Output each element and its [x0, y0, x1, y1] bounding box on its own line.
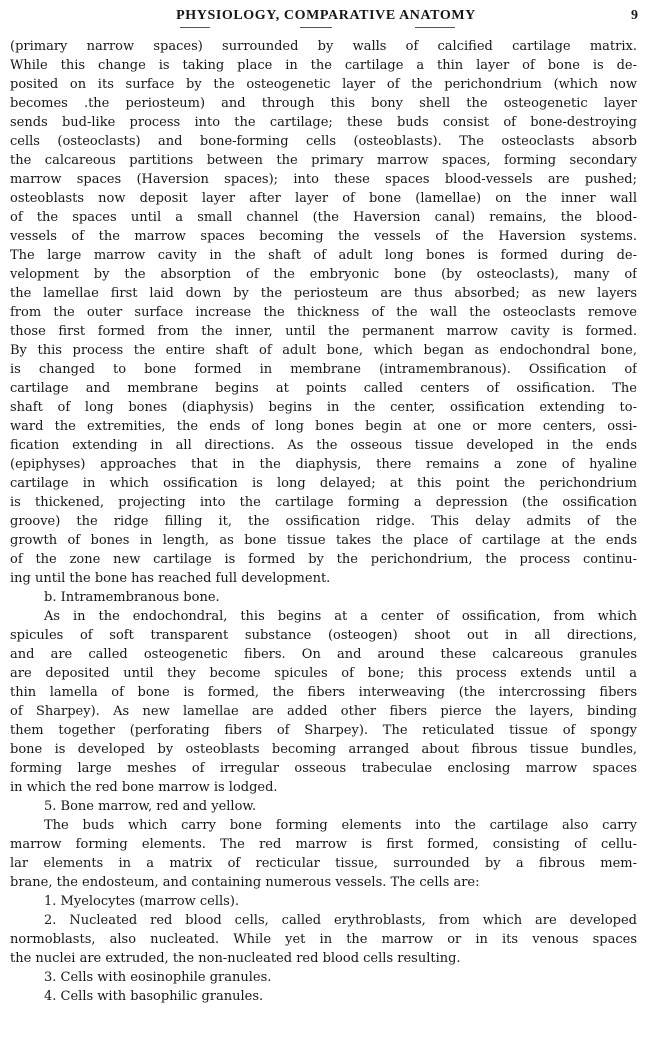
- page-header: [0, 8, 652, 30]
- section-label: b. Intramembranous bone.: [44, 590, 220, 605]
- list-item: 3. Cells with eosinophile granules.: [44, 970, 272, 985]
- text-line: As in the endochondral, this begins at a center of ossification, from which: [44, 609, 637, 624]
- text-line: and are called osteogenetic fibers. On and around these calcareous granules: [10, 647, 637, 662]
- text-line: normoblasts, also nucleated. While yet in the marrow or in its venous spaces: [10, 932, 637, 947]
- text-line: osteoblasts now deposit layer after layer of bone (lamellae) on the inner wall: [10, 191, 637, 206]
- text-line: are deposited until they become spicules of bone; this process extends until a: [10, 666, 637, 681]
- text-line: cartilage in which ossification is long delayed; at this point the perichondrium: [10, 476, 637, 491]
- text-line: becomes .the periosteum) and through this bony shell the osteogenetic layer: [10, 96, 637, 111]
- text-line: By this process the entire shaft of adult bone, which began as endochondral bone,: [10, 343, 637, 358]
- text-line: thin lamella of bone is formed, the fibers interweaving (the intercrossing fibers: [10, 685, 637, 700]
- text-line: them together (perforating fibers of Sharpey). The reticulated tissue of spongy: [10, 723, 637, 738]
- text-line: The large marrow cavity in the shaft of adult long bones is formed during de-: [10, 248, 637, 263]
- text-line: groove) the ridge filling it, the ossification ridge. This delay admits of the: [10, 514, 637, 529]
- page-number: 9: [631, 8, 638, 23]
- text-line: ward the extremities, the ends of long bones begin at one or more centers, ossi-: [10, 419, 637, 434]
- section-label: 5. Bone marrow, red and yellow.: [44, 799, 257, 814]
- text-line: lar elements in a matrix of recticular tissue, surrounded by a fibrous mem-: [10, 856, 637, 871]
- text-line: (primary narrow spaces) surrounded by walls of calcified cartilage matrix.: [10, 39, 637, 54]
- text-line: While this change is taking place in the cartilage a thin layer of bone is de-: [10, 58, 637, 73]
- text-line: fication extending in all directions. As the osseous tissue developed in the ends: [10, 438, 637, 453]
- text-line: vessels of the marrow spaces becoming the vessels of the Haversion systems.: [10, 229, 637, 244]
- text-line: forming large meshes of irregular osseous trabeculae enclosing marrow spaces: [10, 761, 637, 776]
- text-line: growth of bones in length, as bone tissue takes the place of cartilage at the ends: [10, 533, 637, 548]
- running-title: PHYSIOLOGY, COMPARATIVE ANATOMY: [176, 8, 476, 23]
- text-line: of the zone new cartilage is formed by the perichondrium, the process continu-: [10, 552, 637, 567]
- text-line: The buds which carry bone forming elements into the cartilage also carry: [44, 818, 637, 833]
- title-rule-center: [300, 27, 332, 28]
- text-line: cartilage and membrane begins at points called centers of ossification. The: [10, 381, 637, 396]
- text-line: marrow spaces (Haversion spaces); into these spaces blood-vessels are pushed;: [10, 172, 637, 187]
- title-rule-left: [180, 27, 210, 28]
- text-line: those first formed from the inner, until the permanent marrow cavity is formed.: [10, 324, 637, 339]
- body-text: [10, 37, 637, 1006]
- text-line: (epiphyses) approaches that in the diaphysis, there remains a zone of hyaline: [10, 457, 637, 472]
- text-line: bone is developed by osteoblasts becoming arranged about fibrous tissue bundles,: [10, 742, 637, 757]
- text-line: marrow forming elements. The red marrow is first formed, consisting of cellu-: [10, 837, 637, 852]
- list-item: 4. Cells with basophilic granules.: [44, 989, 264, 1004]
- text-line: in which the red bone marrow is lodged.: [10, 780, 278, 795]
- text-line: the calcareous partitions between the primary marrow spaces, forming secondary: [10, 153, 637, 168]
- text-line: the lamellae first laid down by the periosteum are thus absorbed; as new layers: [10, 286, 637, 301]
- text-line: of the spaces until a small channel (the Haversion canal) remains, the blood-: [10, 210, 637, 225]
- text-line: shaft of long bones (diaphysis) begins in the center, ossification extending to-: [10, 400, 637, 415]
- text-line: cells (osteoclasts) and bone-forming cells (osteoblasts). The osteoclasts absorb: [10, 134, 637, 149]
- text-line: of Sharpey). As new lamellae are added other fibers pierce the layers, binding: [10, 704, 637, 719]
- text-line: brane, the endosteum, and containing numerous vessels. The cells are:: [10, 875, 480, 890]
- text-line: spicules of soft transparent substance (osteogen) shoot out in all directions,: [10, 628, 637, 643]
- text-line: the nuclei are extruded, the non-nucleated red blood cells resulting.: [10, 951, 461, 966]
- text-line: from the outer surface increase the thickness of the wall the osteoclasts remove: [10, 305, 637, 320]
- text-line: velopment by the absorption of the embryonic bone (by osteoclasts), many of: [10, 267, 637, 282]
- text-line: is thickened, projecting into the cartilage forming a depression (the ossification: [10, 495, 637, 510]
- list-item: 1. Myelocytes (marrow cells).: [44, 894, 240, 909]
- text-line: ing until the bone has reached full development.: [10, 571, 331, 586]
- title-rule-right: [415, 27, 455, 28]
- list-item: 2. Nucleated red blood cells, called erythroblasts, from which are developed: [44, 913, 637, 928]
- text-line: sends bud-like process into the cartilage; these buds consist of bone-destroying: [10, 115, 637, 130]
- text-line: posited on its surface by the osteogenetic layer of the perichondrium (which now: [10, 77, 637, 92]
- text-line: is changed to bone formed in membrane (intramembranous). Ossification of: [10, 362, 637, 377]
